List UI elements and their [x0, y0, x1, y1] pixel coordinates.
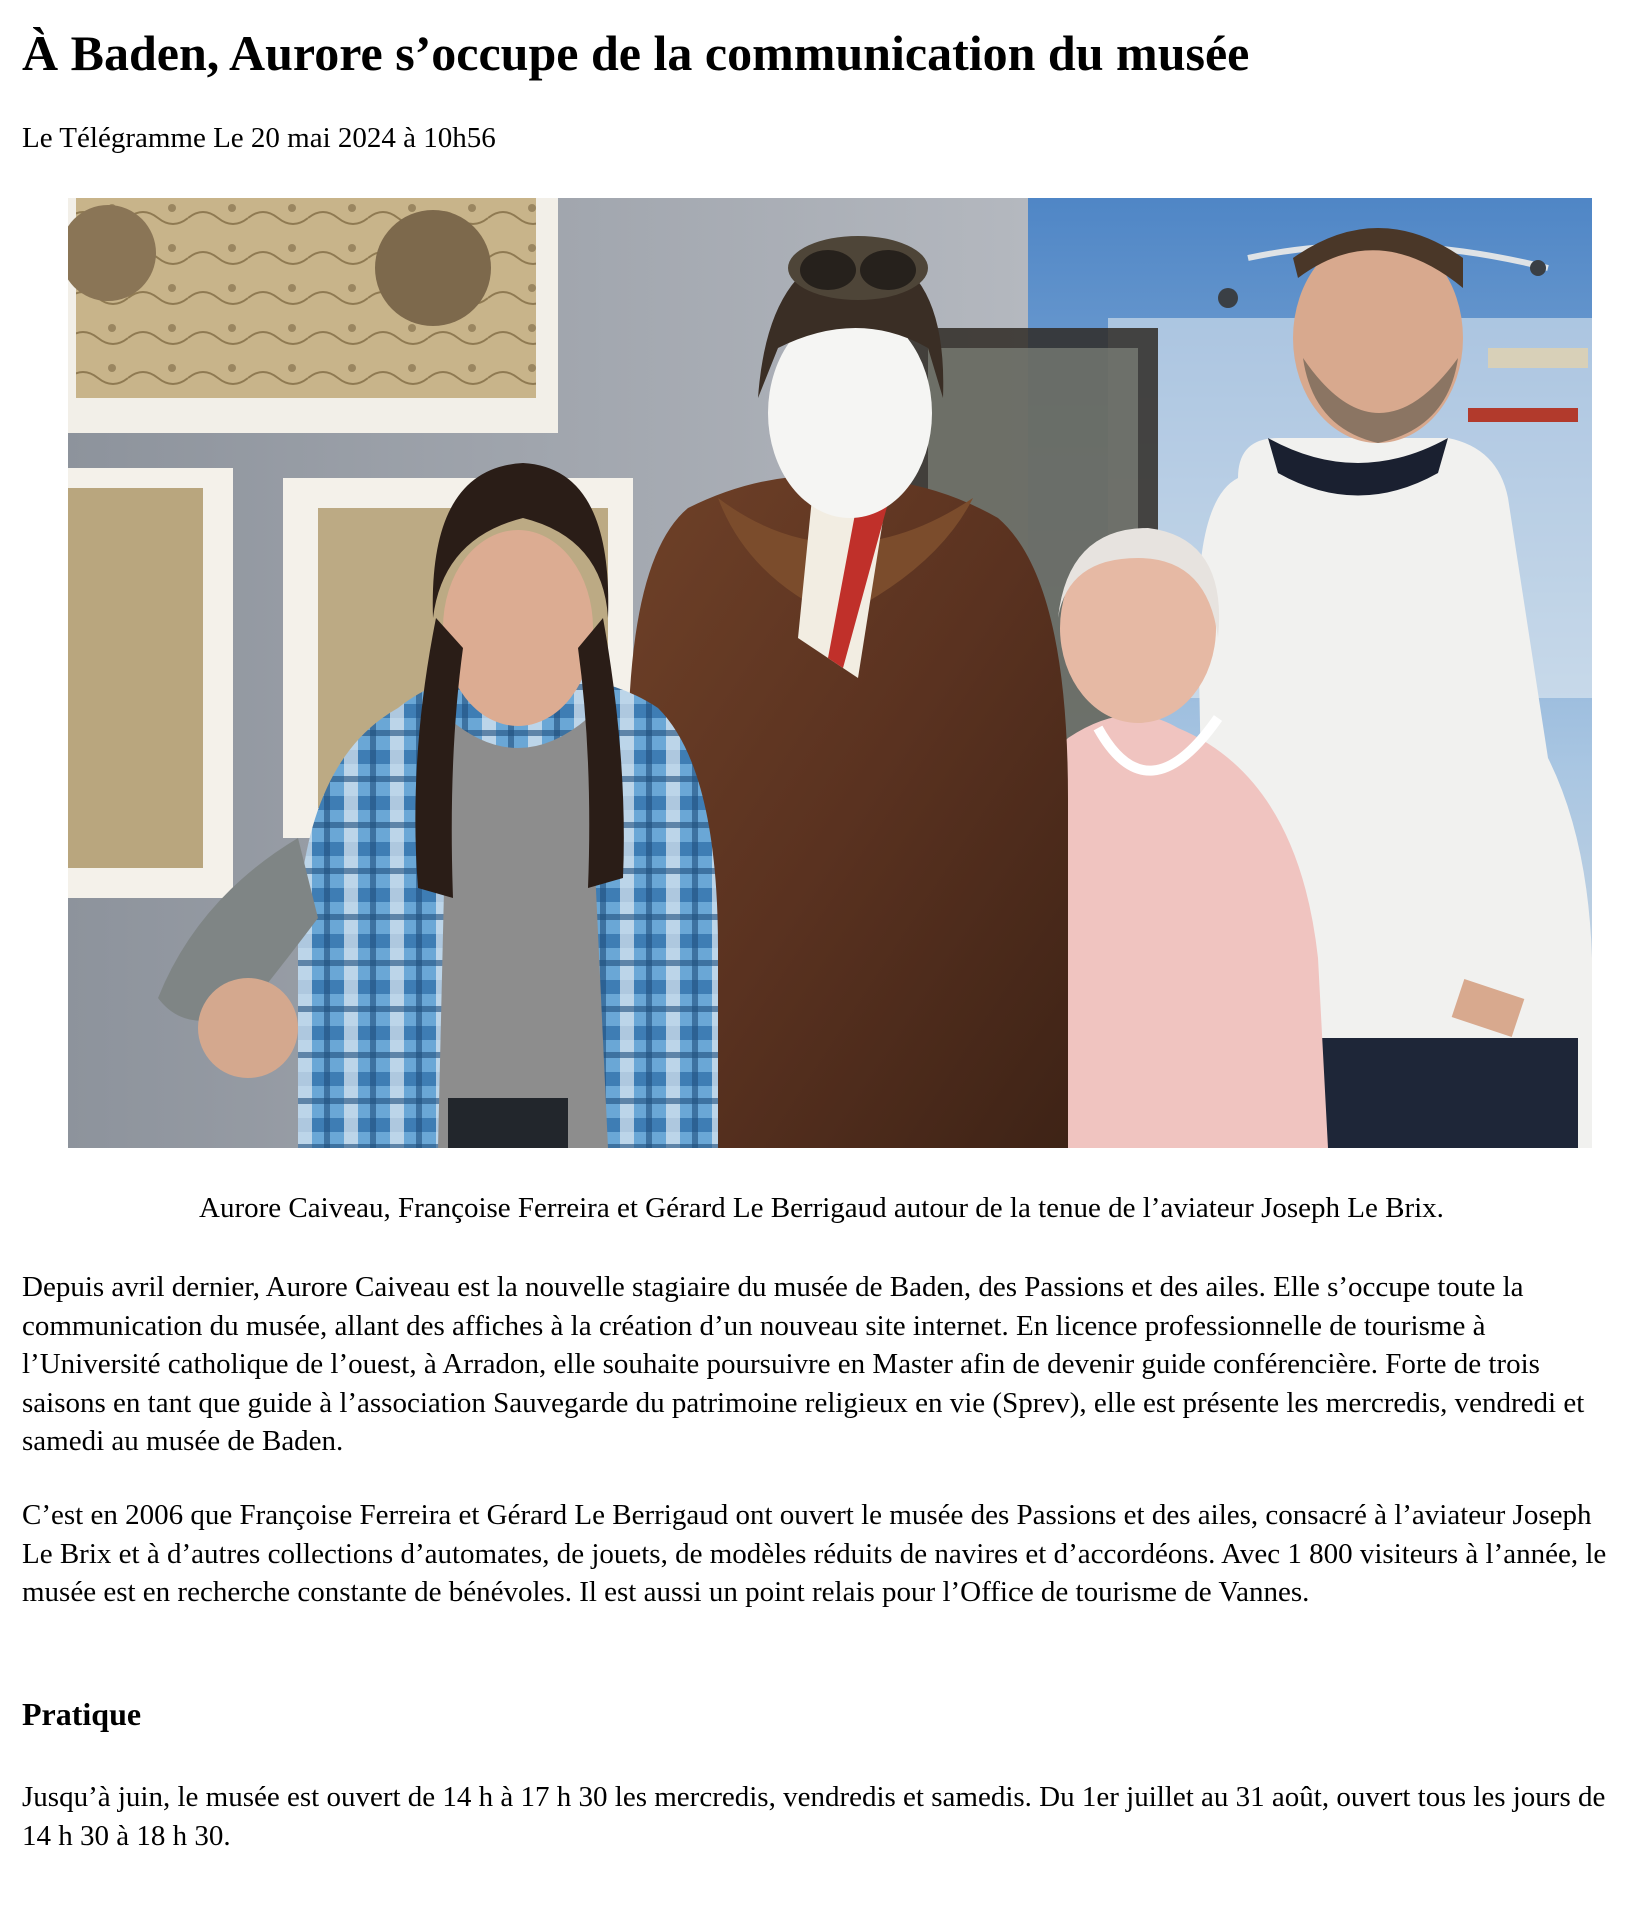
- article-paragraph: Depuis avril dernier, Aurore Caiveau est la nouvelle stagiaire du musée de Baden, des Passions et des ailes. Elle s’occupe toute la communication du musée, allant des affiches à la création d’un nouveau site internet. En licence professionnelle de tourisme à l’Université catholique de l’ouest, à Arradon, elle souhaite poursuivre en Master afin de devenir guide conférencière. Forte de trois saisons en tant que guide à l’association Sauvegarde du patrimoine religieux en vie (Sprev), elle est présente les mercredis, vendredi et samedi au musée de Baden.: [22, 1271, 1585, 1457]
- article-byline: Le Télégramme Le 20 mai 2024 à 10h56: [22, 122, 496, 154]
- article-photo: [68, 198, 1592, 1148]
- section-paragraph: Jusqu’à juin, le musée est ouvert de 14 h à 17 h 30 les mercredis, vendredis et samedis. Du 1er juillet au 31 août, ouvert tous les jours de 14 h 30 à 18 h 30.: [22, 1781, 1606, 1852]
- section-heading: Pratique: [22, 1696, 142, 1732]
- photo-illustration: [68, 198, 1592, 1148]
- article-paragraph: C’est en 2006 que Françoise Ferreira et Gérard Le Berrigaud ont ouvert le musée des Passions et des ailes, consacré à l’aviateur Joseph Le Brix et à d’autres collections d’automates, de jouets, de modèles réduits de navires et d’accordéons. Avec 1 800 visiteurs à l’année, le musée est en recherche constante de bénévoles. Il est aussi un point relais pour l’Office de tourisme de Vannes.: [22, 1499, 1607, 1608]
- photo-caption: Aurore Caiveau, Françoise Ferreira et Gérard Le Berrigaud autour de la tenue de l’aviateur Joseph Le Brix.: [199, 1192, 1444, 1224]
- article-title: À Baden, Aurore s’occupe de la communication du musée: [22, 25, 1250, 81]
